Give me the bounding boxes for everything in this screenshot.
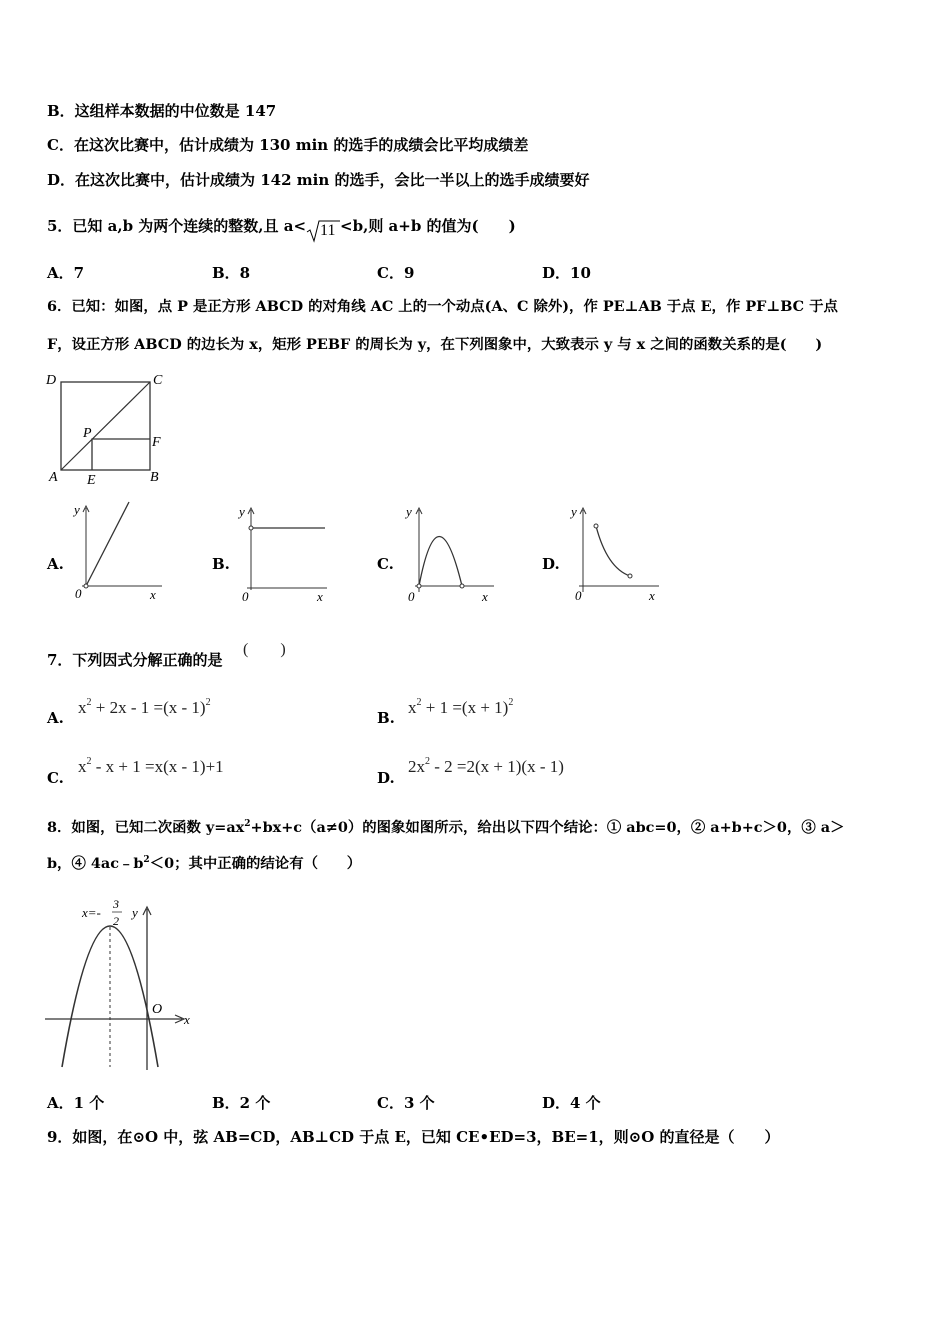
q8-line2-a: b，④ 4ac﹣b (47, 854, 144, 872)
q7-c-p1: x (78, 757, 87, 776)
q7-option-b-expr (408, 697, 513, 718)
q7-a-e1: 2 (86, 697, 92, 708)
q7-d-p2: - 2 =2(x + 1)(x - 1) (430, 757, 564, 776)
q6-stem-line2: F，设正方形 ABCD 的边长为 x，矩形 PEBF 的周长为 y，在下列图象中，大致表示 y 与 x 之间的函数关系的是( ) (47, 336, 823, 353)
q7-a-p2: + 2x - 1 =(x - 1) (91, 698, 206, 717)
q7-b-e1: 2 (416, 697, 422, 708)
function-curve (419, 537, 462, 587)
q6-stem-line1: 6．已知：如图，点 P 是正方形 ABCD 的对角线 AC 上的一个动点(A、C 除外)，作 PE⊥AB 于点 E，作 PF⊥BC 于点 (47, 298, 838, 315)
q6-square-figure (44, 370, 174, 490)
label-f: F (152, 435, 161, 450)
open-point-left (417, 584, 421, 588)
q6-option-a-label: A. (47, 555, 64, 573)
q7-option-c-expr (78, 756, 224, 777)
q7-stem: 7．下列因式分解正确的是 (47, 651, 223, 669)
q5-stem-post: <b,则 a+b 的值为( ) (340, 217, 516, 235)
q5-option-c: C．9 (377, 264, 415, 282)
q6-graph-c (402, 502, 502, 602)
axis-y-label: y (406, 504, 412, 519)
origin-label: 0 (575, 588, 582, 603)
axis-x-label: x (317, 589, 323, 604)
q9-stem: 9．如图，在⊙O 中，弦 AB=CD，AB⊥CD 于点 E，已知 CE•ED=3，BE=1，则⊙O 的直径是（ ） (47, 1128, 780, 1146)
q7-b-p2: + 1 =(x + 1) (421, 698, 509, 717)
open-point-bottom (628, 574, 632, 578)
symmetry-label-den: 2 (113, 914, 119, 928)
q7-c-p2: - x + 1 =x(x - 1)+1 (91, 757, 224, 776)
q8-line1-exp: 2 (244, 819, 251, 829)
q8-option-b: B．2 个 (212, 1094, 271, 1112)
diagonal-ac (61, 382, 150, 470)
q8-option-a: A．1 个 (47, 1094, 105, 1112)
q4-option-d: D．在这次比赛中，估计成绩为 142 min 的选手，会比一半以上的选手成绩要好 (47, 171, 590, 189)
q7-d-e1: 2 (425, 756, 430, 767)
q7-option-a-expr (78, 697, 211, 718)
open-point (249, 526, 253, 530)
axis-y-label: y (74, 502, 80, 517)
axis-y-label: y (239, 504, 245, 519)
label-b: B (150, 470, 159, 485)
q8-stem-line2 (47, 850, 361, 874)
q5-stem-pre: 5．已知 a,b 为两个连续的整数,且 a< (47, 217, 307, 235)
q8-stem-line1 (47, 814, 844, 838)
function-curve (596, 526, 630, 576)
q7-option-a-label: A. (47, 709, 64, 727)
q7-paren: ( ) (243, 641, 286, 658)
q7-d-p1: 2x (408, 757, 425, 776)
q8-parabola-graph (40, 895, 200, 1075)
q7-a-p1: x (78, 698, 87, 717)
symmetry-label-x: x=- (82, 905, 101, 920)
origin-label: O (152, 1002, 163, 1017)
label-c: C (153, 373, 163, 388)
q8-option-c: C．3 个 (377, 1094, 435, 1112)
q7-b-e2: 2 (508, 697, 514, 708)
q6-option-c-label: C. (377, 555, 394, 573)
q5-stem (47, 216, 516, 239)
q5-radicand: 11 (320, 222, 336, 239)
origin-label: 0 (242, 589, 249, 604)
q8-line1-a: 8．如图，已知二次函数 y=ax (47, 818, 245, 836)
q5-option-b: B．8 (212, 264, 251, 282)
label-e: E (87, 473, 96, 488)
q8-option-d: D．4 个 (542, 1094, 601, 1112)
q7-b-p1: x (408, 698, 417, 717)
rect-pebf (92, 439, 150, 470)
q8-line2-exp: 2 (143, 855, 150, 865)
function-line (86, 502, 129, 586)
q4-option-b: B．这组样本数据的中位数是 147 (47, 102, 277, 120)
origin-label: 0 (75, 586, 82, 601)
q5-option-a: A．7 (47, 264, 85, 282)
q5-option-d: D．10 (542, 264, 591, 282)
q8-line1-b: +bx+c（a≠0）的图象如图所示，给出以下四个结论：① abc=0，② a+b+c＞0，③ a＞ (250, 818, 845, 836)
q6-option-b-label: B. (212, 555, 230, 573)
q7-a-e2: 2 (205, 697, 211, 708)
axis-y-label: y (571, 504, 577, 519)
q7-option-d-expr (408, 756, 564, 777)
q7-option-b-label: B. (377, 709, 395, 727)
label-d: D (46, 373, 57, 388)
q8-line2-b: ＜0；其中正确的结论有（ ） (149, 854, 362, 872)
q6-graph-d (567, 502, 667, 602)
axis-x-label: x (150, 587, 156, 602)
q6-option-d-label: D. (542, 555, 560, 573)
open-point-top (594, 524, 598, 528)
q7-option-d-label: D. (377, 769, 395, 787)
open-point (84, 584, 88, 588)
axis-x-label: x (649, 588, 655, 603)
origin-label: 0 (408, 589, 415, 604)
q6-graph-a (72, 502, 172, 602)
open-point-right (460, 584, 464, 588)
label-a: A (49, 470, 58, 485)
axis-x-label: x (184, 1012, 190, 1027)
symmetry-label-num: 3 (113, 897, 119, 911)
q7-c-e1: 2 (86, 756, 92, 767)
axis-x-label: x (482, 589, 488, 604)
q7-option-c-label: C. (47, 769, 64, 787)
q6-graph-b (237, 502, 337, 602)
label-p: P (83, 426, 92, 441)
axis-y-label: y (132, 905, 138, 920)
q4-option-c: C．在这次比赛中，估计成绩为 130 min 的选手的成绩会比平均成绩差 (47, 136, 529, 154)
